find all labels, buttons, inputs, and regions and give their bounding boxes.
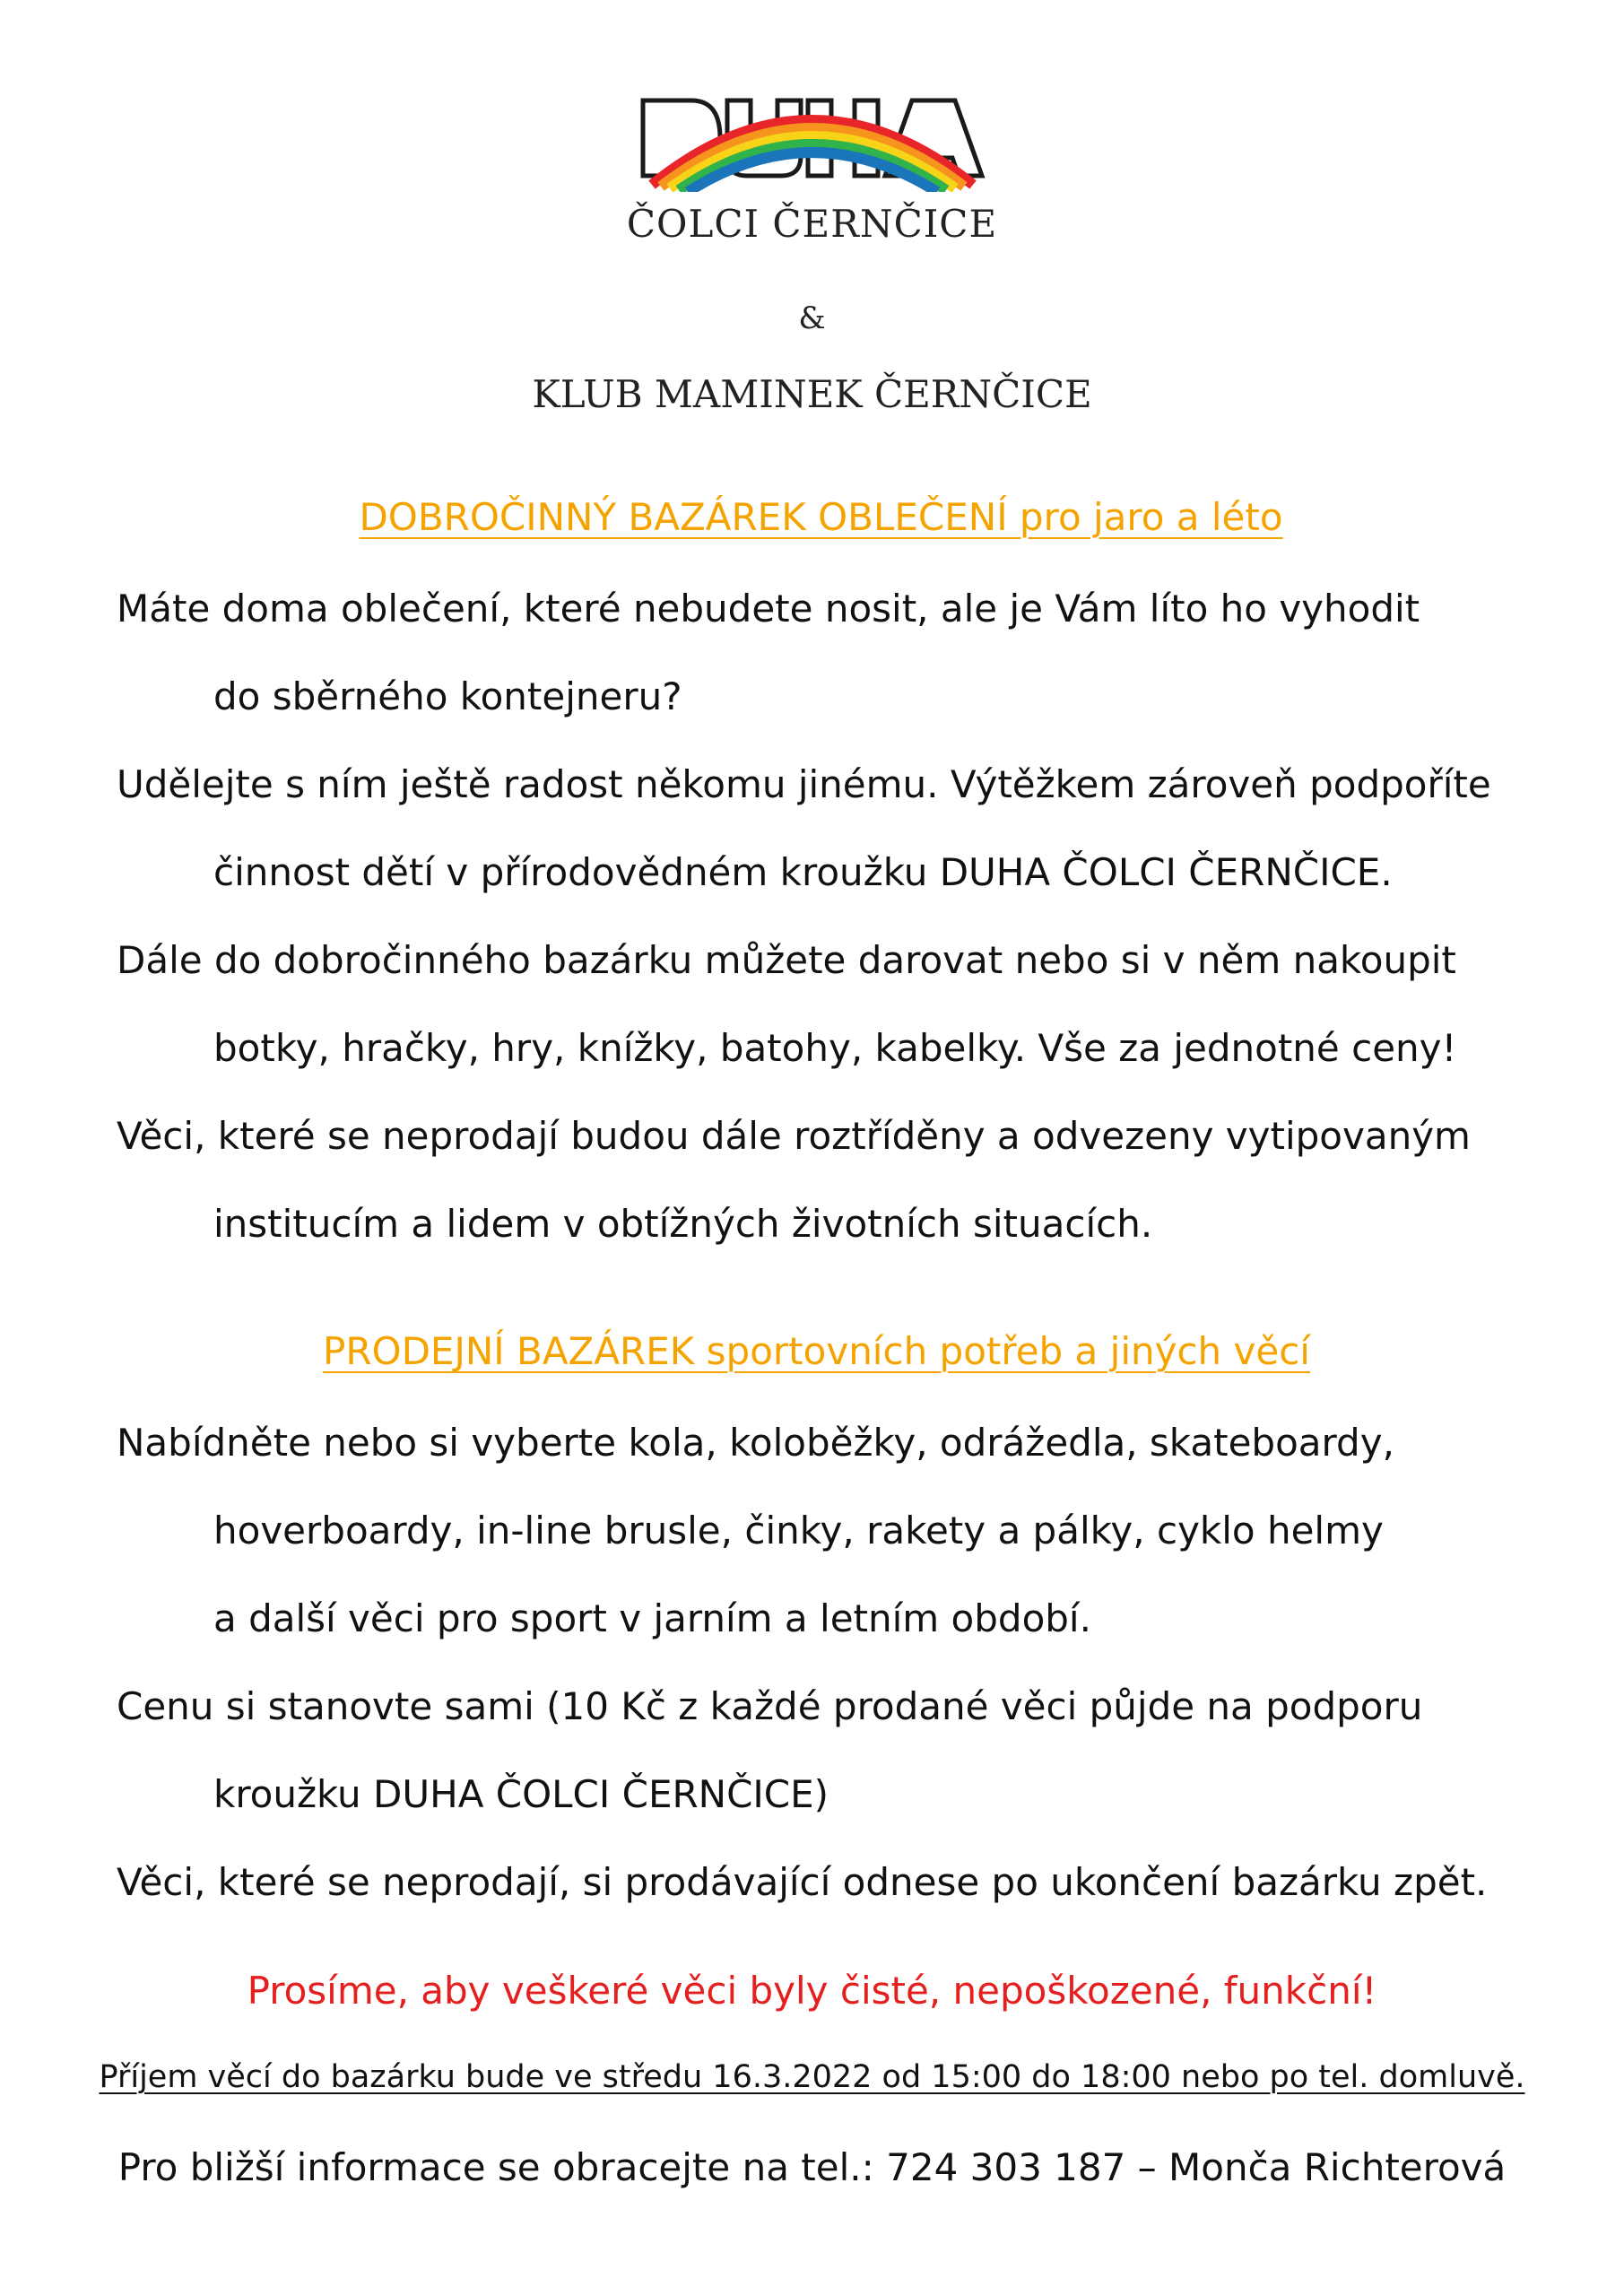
paragraph-line: Dále do dobročinného bazárku můžete darovat nebo si v něm nakoupit [117,938,1456,982]
paragraph [117,1839,1587,1926]
paragraph-line: Udělejte s ním ještě radost někomu jinému. Výtěžkem zároveň podpoříte [117,762,1491,806]
paragraph [117,1399,1587,1663]
paragraph-line: botky, hračky, hry, knížky, batohy, kabelky. Vše za jednotné ceny! [213,1026,1457,1070]
paragraph-line: činnost dětí v přírodovědném kroužku DUHA ČOLCI ČERNČICE. [213,850,1393,894]
paragraph-line: Máte doma oblečení, které nebudete nosit, ale je Vám líto ho vyhodit [117,587,1420,631]
paragraph-line: do sběrného kontejneru? [213,674,682,718]
paragraph-line: a další věci pro sport v jarním a letním období. [213,1596,1091,1640]
paragraph-line: Nabídněte nebo si vyberte kola, koloběžky, odrážedla, skateboardy, [117,1421,1394,1465]
paragraph [117,565,1587,741]
paragraph [117,917,1587,1092]
paragraph-line: hoverboardy, in-line brusle, činky, rakety a pálky, cyklo helmy [213,1509,1384,1552]
cleanliness-notice: Prosíme, aby veškeré věci byly čisté, nepoškozené, funkční! [247,1969,1377,2013]
paragraph-line: kroužku DUHA ČOLCI ČERNČICE) [213,1772,829,1816]
ampersand: & [798,300,826,336]
paragraph-line: Věci, které se neprodají, si prodávající odnese po ukončení bazárku zpět. [117,1860,1488,1904]
intake-date-note: Příjem věcí do bazárku bude ve středu 16.3.2022 od 15:00 do 18:00 nebo po tel. domluvě. [99,2059,1525,2095]
paragraph-line: Věci, které se neprodají budou dále roztříděny a odvezeny vytipovaným [117,1114,1471,1158]
paragraph [117,1092,1587,1268]
paragraph-line: Cenu si stanovte sami (10 Kč z každé prodané věci půjde na podporu [117,1684,1423,1728]
club-name: KLUB MAMINEK ČERNČICE [532,372,1092,416]
logo-subtitle: ČOLCI ČERNČICE [626,202,998,246]
contact-info: Pro bližší informace se obracejte na tel.: 724 303 187 – Monča Richterová [117,2145,1507,2189]
charity-bazaar-heading: DOBROČINNÝ BAZÁREK OBLEČENÍ pro jaro a léto [359,495,1283,539]
sales-bazaar-heading: PRODEJNÍ BAZÁREK sportovních potřeb a jiných věcí [323,1329,1310,1373]
paragraph [117,741,1587,917]
duha-rainbow-logo [639,93,986,192]
paragraph-line: institucím a lidem v obtížných životních situacích. [213,1202,1153,1246]
paragraph [117,1663,1587,1839]
